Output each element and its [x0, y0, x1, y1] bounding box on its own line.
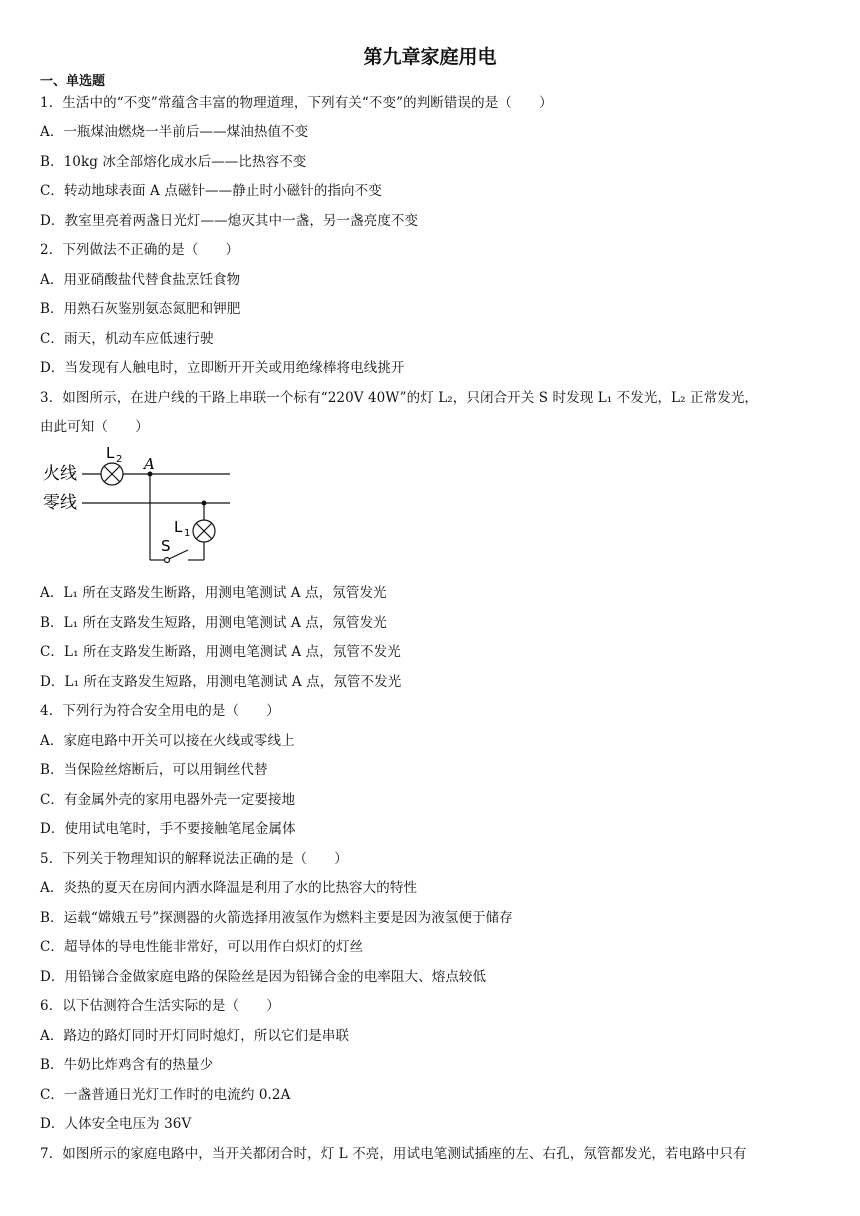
switch-s-label: S: [161, 537, 171, 555]
lamp-l1-subscript: 1: [184, 528, 191, 539]
question-6-option-b: B．牛奶比炸鸡含有的热量少: [40, 1057, 214, 1073]
question-3-stem: 3．如图所示，在进户线的干路上串联一个标有“220V 40W”的灯 L₂，只闭合开关 S 时发现 L₁ 不发光，L₂ 正常发光，: [40, 390, 759, 406]
question-3-stem-cont: 由此可知（ ）: [40, 419, 149, 435]
page-title: 第九章家庭用电: [363, 46, 497, 68]
lamp-l2-label: L: [106, 444, 115, 462]
question-5-option-b: B．运载“嫦娥五号”探测器的火箭选择用液氢作为燃料主要是因为液氢便于储存: [40, 910, 513, 926]
question-6-option-c: C．一盏普通日光灯工作时的电流约 0.2A: [40, 1087, 291, 1103]
question-5-stem: 5．下列关于物理知识的解释说法正确的是（ ）: [40, 851, 348, 867]
question-4-stem: 4．下列行为符合安全用电的是（ ）: [40, 703, 280, 719]
switch-s-pivot: [165, 558, 170, 563]
lamp-l2-subscript: 2: [116, 454, 123, 465]
lamp-l2-icon: [101, 463, 123, 485]
question-3-option-a: A．L₁ 所在支路发生断路，用测电笔测试 A 点，氖管发光: [40, 585, 387, 601]
neutral-wire-label: 零线: [43, 493, 77, 513]
point-a-label: A: [144, 455, 155, 473]
circuit-diagram: [40, 440, 240, 570]
question-2-stem: 2．下列做法不正确的是（ ）: [40, 242, 240, 258]
question-6-stem: 6．以下估测符合生活实际的是（ ）: [40, 998, 280, 1014]
question-2-option-d: D．当发现有人触电时，立即断开开关或用绝缘棒将电线挑开: [40, 360, 405, 376]
question-2-option-c: C．雨天，机动车应低速行驶: [40, 331, 214, 347]
question-1-stem: 1．生活中的“不变”常蕴含丰富的物理道理，下列有关“不变”的判断错误的是（ ）: [40, 95, 553, 111]
question-7-stem: 7．如图所示的家庭电路中，当开关都闭合时，灯 L 不亮，用试电笔测试插座的左、右孔，氖管都发光，若电路中只有: [40, 1146, 747, 1162]
question-1-option-c: C．转动地球表面 A 点磁针——静止时小磁针的指向不变: [40, 183, 382, 199]
lamp-l1-icon: [193, 520, 215, 542]
question-5-option-a: A．炎热的夏天在房间内洒水降温是利用了水的比热容大的特性: [40, 880, 418, 896]
question-3-option-d: D．L₁ 所在支路发生短路，用测电笔测试 A 点，氖管不发光: [40, 674, 402, 690]
question-3-option-c: C．L₁ 所在支路发生断路，用测电笔测试 A 点，氖管不发光: [40, 644, 401, 660]
live-wire-label: 火线: [43, 464, 77, 484]
question-5-option-d: D．用铅锑合金做家庭电路的保险丝是因为铅锑合金的电率阻大、熔点较低: [40, 969, 487, 985]
question-1-option-d: D．教室里亮着两盏日光灯——熄灭其中一盏，另一盏亮度不变: [40, 213, 419, 229]
switch-s-blade: [169, 550, 188, 559]
question-4-option-a: A．家庭电路中开关可以接在火线或零线上: [40, 733, 295, 749]
question-6-option-d: D．人体安全电压为 36V: [40, 1116, 192, 1132]
lamp-l1-label: L: [174, 518, 183, 536]
section-heading: 一、单选题: [40, 74, 106, 89]
question-3-option-b: B．L₁ 所在支路发生短路，用测电笔测试 A 点，氖管发光: [40, 615, 387, 631]
question-6-option-a: A．路边的路灯同时开灯同时熄灯，所以它们是串联: [40, 1028, 350, 1044]
question-4-option-c: C．有金属外壳的家用电器外壳一定要接地: [40, 792, 296, 808]
question-2-option-a: A．用亚硝酸盐代替食盐烹饪食物: [40, 272, 241, 288]
question-4-option-d: D．使用试电笔时，手不要接触笔尾金属体: [40, 821, 296, 837]
question-1-option-a: A．一瓶煤油燃烧一半前后——煤油热值不变: [40, 124, 309, 140]
question-4-option-b: B．当保险丝熔断后，可以用铜丝代替: [40, 762, 268, 778]
question-1-option-b: B．10kg 冰全部熔化成水后——比热容不变: [40, 154, 307, 170]
question-2-option-b: B．用熟石灰鉴别氨态氮肥和钾肥: [40, 301, 241, 317]
question-5-option-c: C．超导体的导电性能非常好，可以用作白炽灯的灯丝: [40, 939, 364, 955]
